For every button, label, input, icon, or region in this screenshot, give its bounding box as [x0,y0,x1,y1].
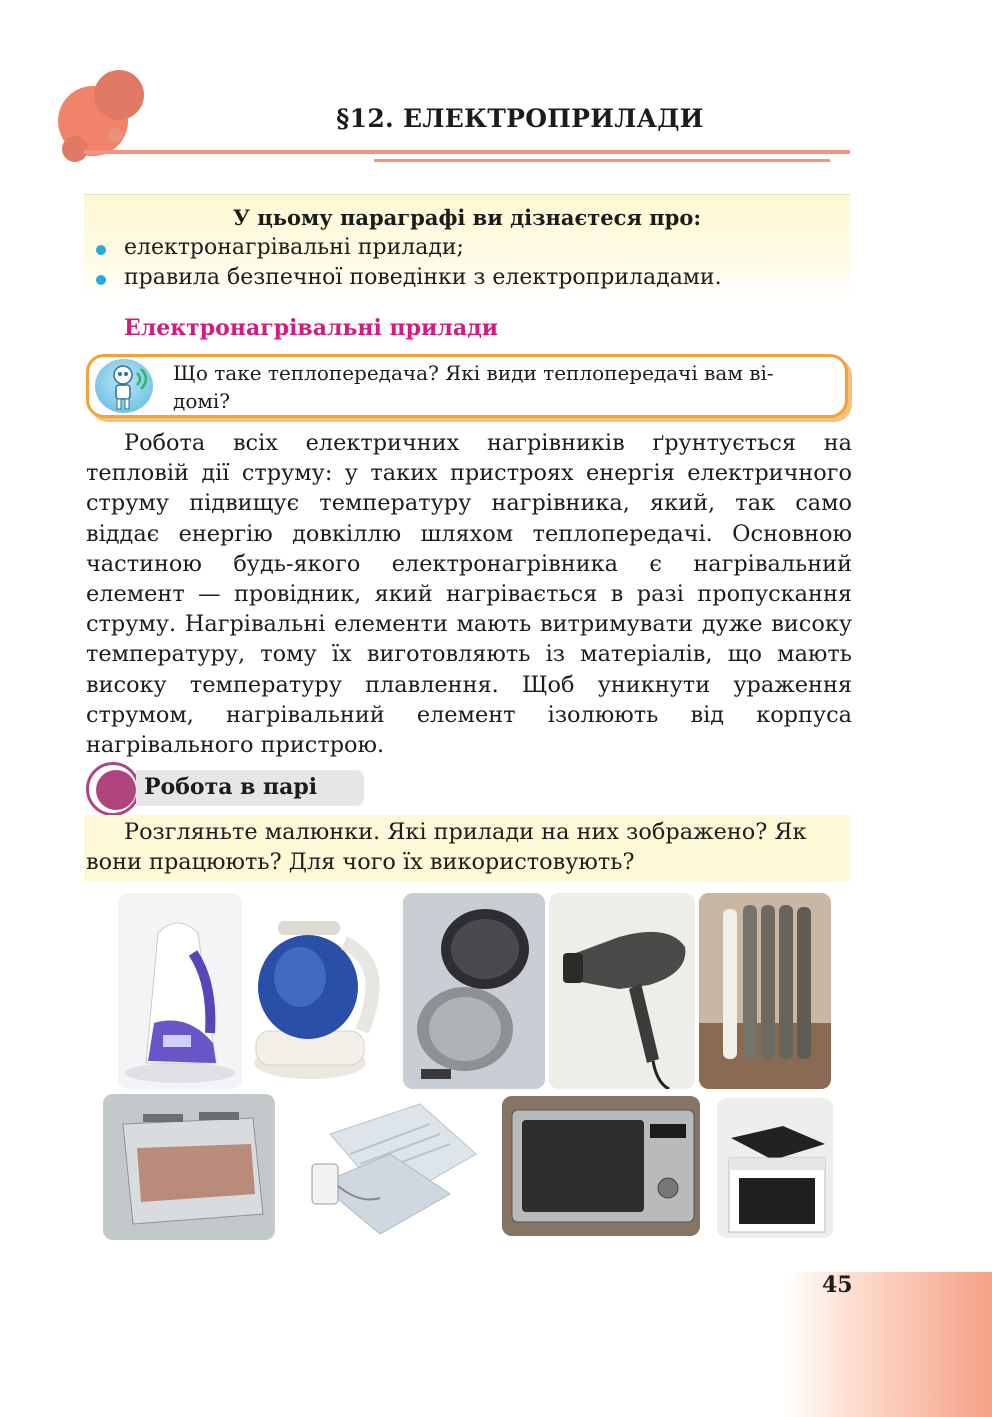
decor-bubble [108,128,122,142]
oil-heater-icon [699,893,831,1089]
intro-heading: У цьому параграфі ви дізнаєтеся про: [232,205,702,230]
page-number: 45 [822,1272,853,1298]
decor-bubble [62,136,88,162]
waffle-maker-icon [403,893,545,1089]
header-divider [84,150,850,154]
intro-box [84,194,850,299]
hair-dryer-icon [549,893,695,1089]
electric-blanket-icon [300,1094,482,1240]
page-title: §12. ЕЛЕКТРОПРИЛАДИ [336,104,704,133]
section-title: Електронагрівальні прилади [124,315,499,341]
question-box [86,354,848,418]
intro-item: електронагрівальні прилади; [124,235,464,260]
bullet-icon [96,245,106,255]
intro-item: правила безпечної поведінки з електроприладами. [124,265,722,290]
body-paragraph: Робота всіх електричних нагрівників ґрунтується на тепловій дії струму: у таких пристроях енергія електричного струму підвищує температуру нагрівника, який, так само віддає енергію довкіллю шляхом теплопередачі. Основною частиною будь-якого електронагрівника є нагрівальний елемент — провідник, який нагрівається в разі пропускання струму. Нагрівальні елементи мають витримувати дуже високу температуру, тому їх виготовляють із матеріалів, що мають високу температуру плавлення. Щоб уникнути ураження струмом, нагрівальний елемент ізолюють від корпуса нагрівального пристрою. [86,430,852,759]
robot-icon [95,359,153,413]
decor-bubble [94,70,144,120]
electric-stove-icon [717,1098,833,1238]
pair-work-label: Робота в парі [144,774,318,800]
microwave-icon [502,1096,700,1236]
bullet-icon [96,275,106,285]
question-text: Що таке теплопередача? Які види теплопередачі вам ві- домі? [173,361,774,413]
iron-icon [118,893,242,1089]
toaster-icon [103,1094,275,1240]
header-divider [374,159,830,162]
kettle-icon [244,903,390,1081]
pair-work-banner [136,770,364,806]
pair-work-icon-dot [96,770,136,810]
page-corner-decor [784,1272,992,1417]
pair-work-task: Розгляньте малюнки. Які прилади на них зображено? Як вони працюють? Для чого їх використовують? [84,815,850,881]
